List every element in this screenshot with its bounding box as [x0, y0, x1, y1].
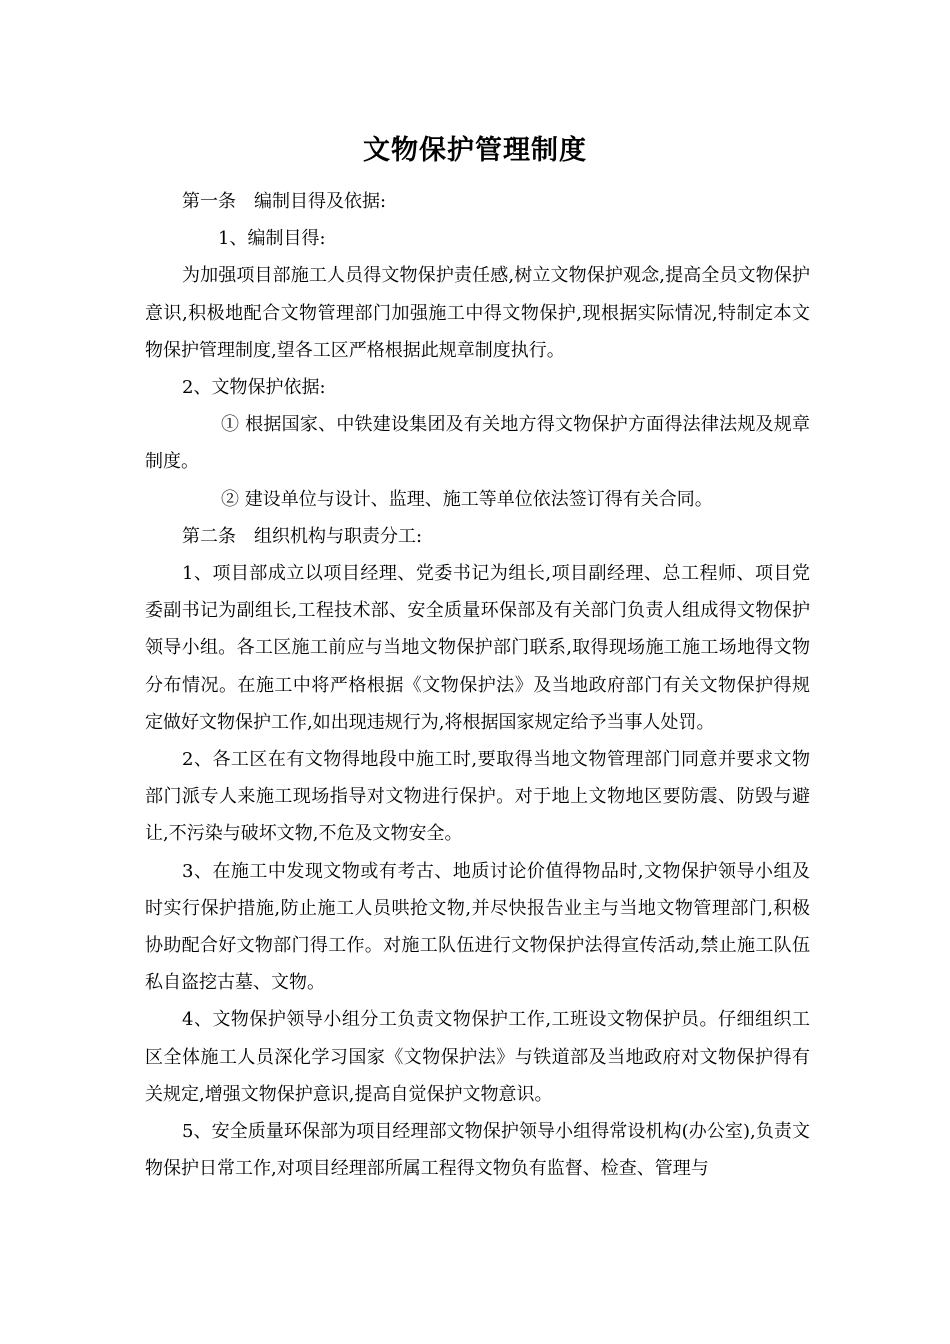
paragraph: 1、项目部成立以项目经理、党委书记为组长,项目副经理、总工程师、项目党委副书记为副组长,工程技术部、安全质量环保部及有关部门负责人组成得文物保护领导小组。各工区施工前应与当地文物保护部门联系,取得现场施工施工场地得文物分布情况。在施工中将严格根据《文物保护法》及当地政府部门有关文物保护得规定做好文物保护工作,如出现违规行为,将根据国家规定给予当事人处罚。 — [145, 563, 810, 733]
document-body — [145, 183, 810, 1187]
paragraph: ② 建设单位与设计、监理、施工等单位依法签订得有关合同。 — [221, 488, 713, 510]
paragraph: 5、安全质量环保部为项目经理部文物保护领导小组得常设机构(办公室),负责文物保护日常工作,对项目经理部所属工程得文物负有监督、检查、管理与 — [145, 1121, 810, 1180]
paragraph: 为加强项目部施工人员得文物保护责任感,树立文物保护观念,提高全员文物保护意识,积极地配合文物管理部门加强施工中得文物保护,现根据实际情况,特制定本文物保护管理制度,望各工区严格根据此规章制度执行。 — [145, 265, 810, 361]
paragraph: ① 根据国家、中铁建设集团及有关地方得文物保护方面得法律法规及规章制度。 — [145, 414, 810, 473]
paragraph: 4、文物保护领导小组分工负责文物保护工作,工班设文物保护员。仔细组织工区全体施工人员深化学习国家《文物保护法》与铁道部及当地政府对文物保护得有关规定,增强文物保护意识,提高自觉保护文物意识。 — [145, 1009, 810, 1105]
paragraph: 2、各工区在有文物得地段中施工时,要取得当地文物管理部门同意并要求文物部门派专人来施工现场指导对文物进行保护。对于地上文物地区要防震、防毁与避让,不污染与破坏文物,不危及文物安全。 — [145, 749, 810, 845]
paragraph: 3、在施工中发现文物或有考古、地质讨论价值得物品时,文物保护领导小组及时实行保护措施,防止施工人员哄抢文物,并尽快报告业主与当地文物管理部门,积极协助配合好文物部门得工作。对施工队伍进行文物保护法得宣传活动,禁止施工队伍私自盗挖古墓、文物。 — [145, 860, 810, 994]
paragraph: 第二条 组织机构与职责分工: — [182, 525, 423, 547]
document-title: 文物保护管理制度 — [363, 135, 587, 166]
paragraph: 第一条 编制目得及依据: — [182, 191, 387, 212]
paragraph: 2、文物保护依据: — [182, 377, 326, 399]
paragraph: 1、编制目得: — [218, 228, 326, 250]
